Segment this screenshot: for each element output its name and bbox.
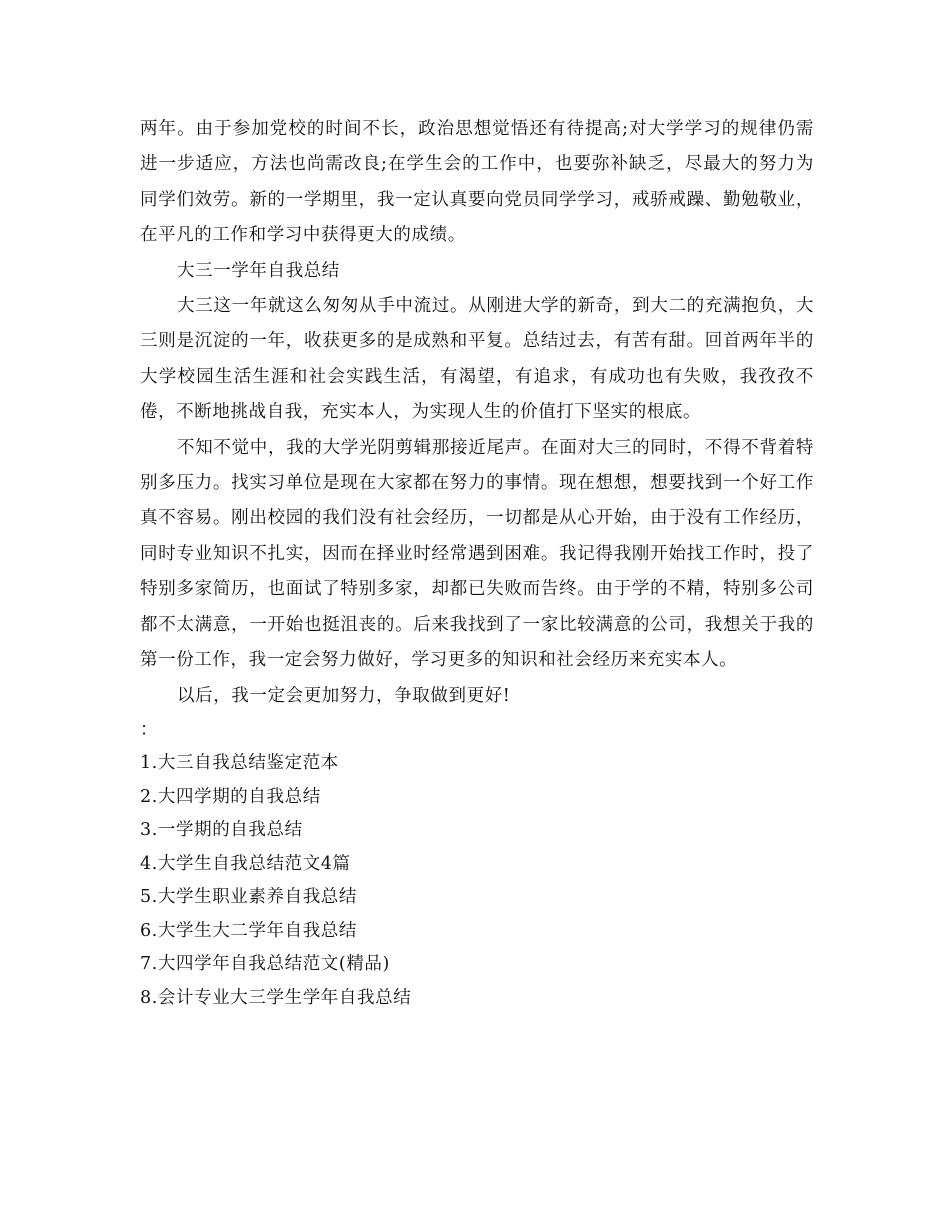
related-article-item[interactable]: 6.大学生大二学年自我总结	[140, 920, 357, 941]
document-body	[140, 112, 814, 1016]
related-article-item[interactable]: 4.大学生自我总结范文4篇	[140, 853, 351, 874]
related-article-item[interactable]: 8.会计专业大三学生学年自我总结	[140, 988, 412, 1009]
related-articles-list	[140, 747, 814, 1016]
paragraph-continuation: 两年。由于参加党校的时间不长，政治思想觉悟还有待提高;对大学学习的规律仍需进一步适应，方法也尚需改良;在学生会的工作中，也要弥补缺乏，尽最大的努力为同学们效劳。新的一学期里，我一定认真要向党员同学学习，戒骄戒躁、勤勉敬业，在平凡的工作和学习中获得更大的成绩。	[140, 119, 814, 246]
list-intro-colon: ：	[140, 719, 159, 740]
related-article-item[interactable]: 7.大四学年自我总结范文(精品)	[140, 954, 390, 975]
paragraph-intro: 大三这一年就这么匆匆从手中流过。从刚进大学的新奇，到大二的充满抱负，大三则是沉淀的一年，收获更多的是成熟和平复。总结过去，有苦有甜。回首两年半的大学校园生活生涯和社会实践生活，有渴望，有追求，有成功也有失败，我孜孜不倦，不断地挑战自我，充实本人，为实现人生的价值打下坚实的根底。	[140, 296, 814, 423]
related-article-item[interactable]: 1.大三自我总结鉴定范本	[140, 752, 339, 773]
paragraph-internship: 不知不觉中，我的大学光阴剪辑那接近尾声。在面对大三的同时，不得不背着特别多压力。找实习单位是现在大家都在努力的事情。现在想想，想要找到一个好工作真不容易。刚出校园的我们没有社会经历，一切都是从心开始，由于没有工作经历，同时专业知识不扎实，因而在择业时经常遇到困难。我记得我刚开始找工作时，投了特别多家简历，也面试了特别多家，却都已失败而告终。由于学的不精，特别多公司都不太满意，一开始也挺沮丧的。后来我找到了一家比较满意的公司，我想关于我的第一份工作，我一定会努力做好，学习更多的知识和社会经历来充实本人。	[140, 437, 814, 671]
paragraph-closing: 以后，我一定会更加努力，争取做到更好!	[177, 685, 511, 706]
related-article-item[interactable]: 5.大学生职业素养自我总结	[140, 887, 357, 908]
related-article-item[interactable]: 3.一学期的自我总结	[140, 820, 303, 841]
related-article-item[interactable]: 2.大四学期的自我总结	[140, 786, 321, 807]
section-heading: 大三一学年自我总结	[177, 260, 340, 281]
